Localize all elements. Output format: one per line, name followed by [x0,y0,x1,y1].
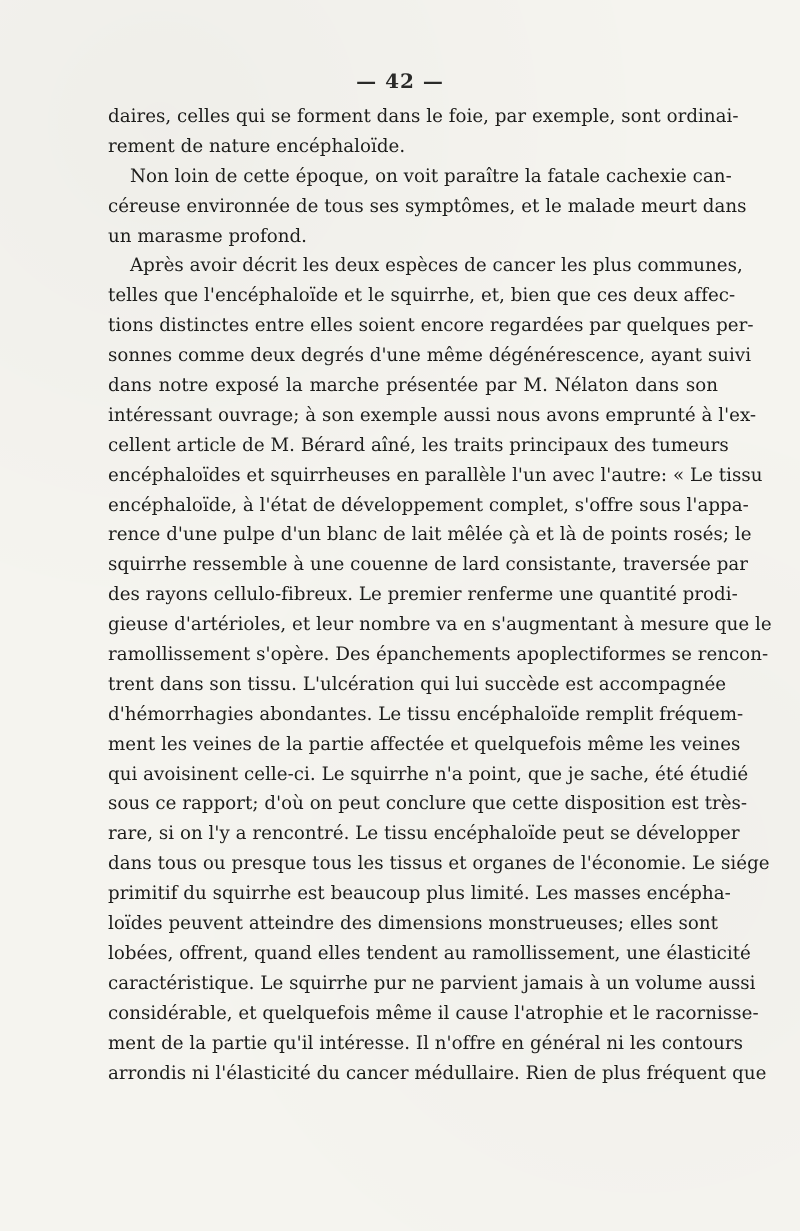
text-line: rence d'une pulpe d'un blanc de lait mêlée çà et là de points rosés; le [108,524,752,546]
text-line: Non loin de cette époque, on voit paraître la fatale cachexie can- [130,165,732,187]
text-line: telles que l'encéphaloïde et le squirrhe, et, bien que ces deux affec- [108,285,736,307]
text-line: loïdes peuvent atteindre des dimensions monstrueuses; elles sont [108,913,718,935]
text-line: intéressant ouvrage; à son exemple aussi nous avons emprunté à l'ex- [108,404,757,426]
text-line: sous ce rapport; d'où on peut conclure que cette disposition est très- [108,793,748,815]
body-text [108,102,772,1088]
text-line: considérable, et quelquefois même il cause l'atrophie et le racornisse- [108,1002,759,1024]
text-line: d'hémorrhagies abondantes. Le tissu encéphaloïde remplit fréquem- [108,703,744,725]
text-line: gieuse d'artérioles, et leur nombre va en s'augmentant à mesure que le [108,614,772,636]
text-line: des rayons cellulo-fibreux. Le premier renferme une quantité prodi- [108,584,738,606]
text-line: cellent article de M. Bérard aîné, les traits principaux des tumeurs [108,434,729,456]
text-line: squirrhe ressemble à une couenne de lard consistante, traversée par [108,554,749,576]
text-line: primitif du squirrhe est beaucoup plus limité. Les masses encépha- [108,883,731,905]
text-line: ment de la partie qu'il intéresse. Il n'offre en général ni les contours [108,1032,743,1054]
text-line: ramollissement s'opère. Des épanchements apoplectiformes se rencon- [108,644,769,666]
text-line: qui avoisinent celle-ci. Le squirrhe n'a point, que je sache, été étudié [108,763,749,785]
text-line: rement de nature encéphaloïde. [108,135,406,157]
text-line: encéphaloïde, à l'état de développement complet, s'offre sous l'appa- [108,494,749,516]
text-line: sonnes comme deux degrés d'une même dégénérescence, ayant suivi [108,345,752,367]
text-line: céreuse environnée de tous ses symptômes, et le malade meurt dans [108,195,747,217]
text-line: lobées, offrent, quand elles tendent au ramollissement, une élasticité [108,942,751,964]
text-line: Après avoir décrit les deux espèces de cancer les plus communes, [130,255,743,277]
text-line: trent dans son tissu. L'ulcération qui lui succède est accompagnée [108,673,727,695]
text-line: tions distinctes entre elles soient encore regardées par quelques per- [108,315,754,337]
text-line: daires, celles qui se forment dans le foie, par exemple, sont ordinai- [108,106,739,127]
page-number: — 42 — [356,69,444,93]
text-line: ment les veines de la partie affectée et quelquefois même les veines [108,733,741,755]
text-line: arrondis ni l'élasticité du cancer médullaire. Rien de plus fréquent que [108,1062,767,1084]
text-line: dans notre exposé la marche présentée par M. Nélaton dans son [108,375,718,397]
text-line: un marasme profond. [108,225,308,247]
text-line: dans tous ou presque tous les tissus et organes de l'économie. Le siége [108,853,770,875]
text-line: caractéristique. Le squirrhe pur ne parvient jamais à un volume aussi [108,972,756,994]
text-line: rare, si on l'y a rencontré. Le tissu encéphaloïde peut se développer [108,823,740,845]
text-line: encéphaloïdes et squirrheuses en parallèle l'un avec l'autre: « Le tissu [108,464,763,486]
